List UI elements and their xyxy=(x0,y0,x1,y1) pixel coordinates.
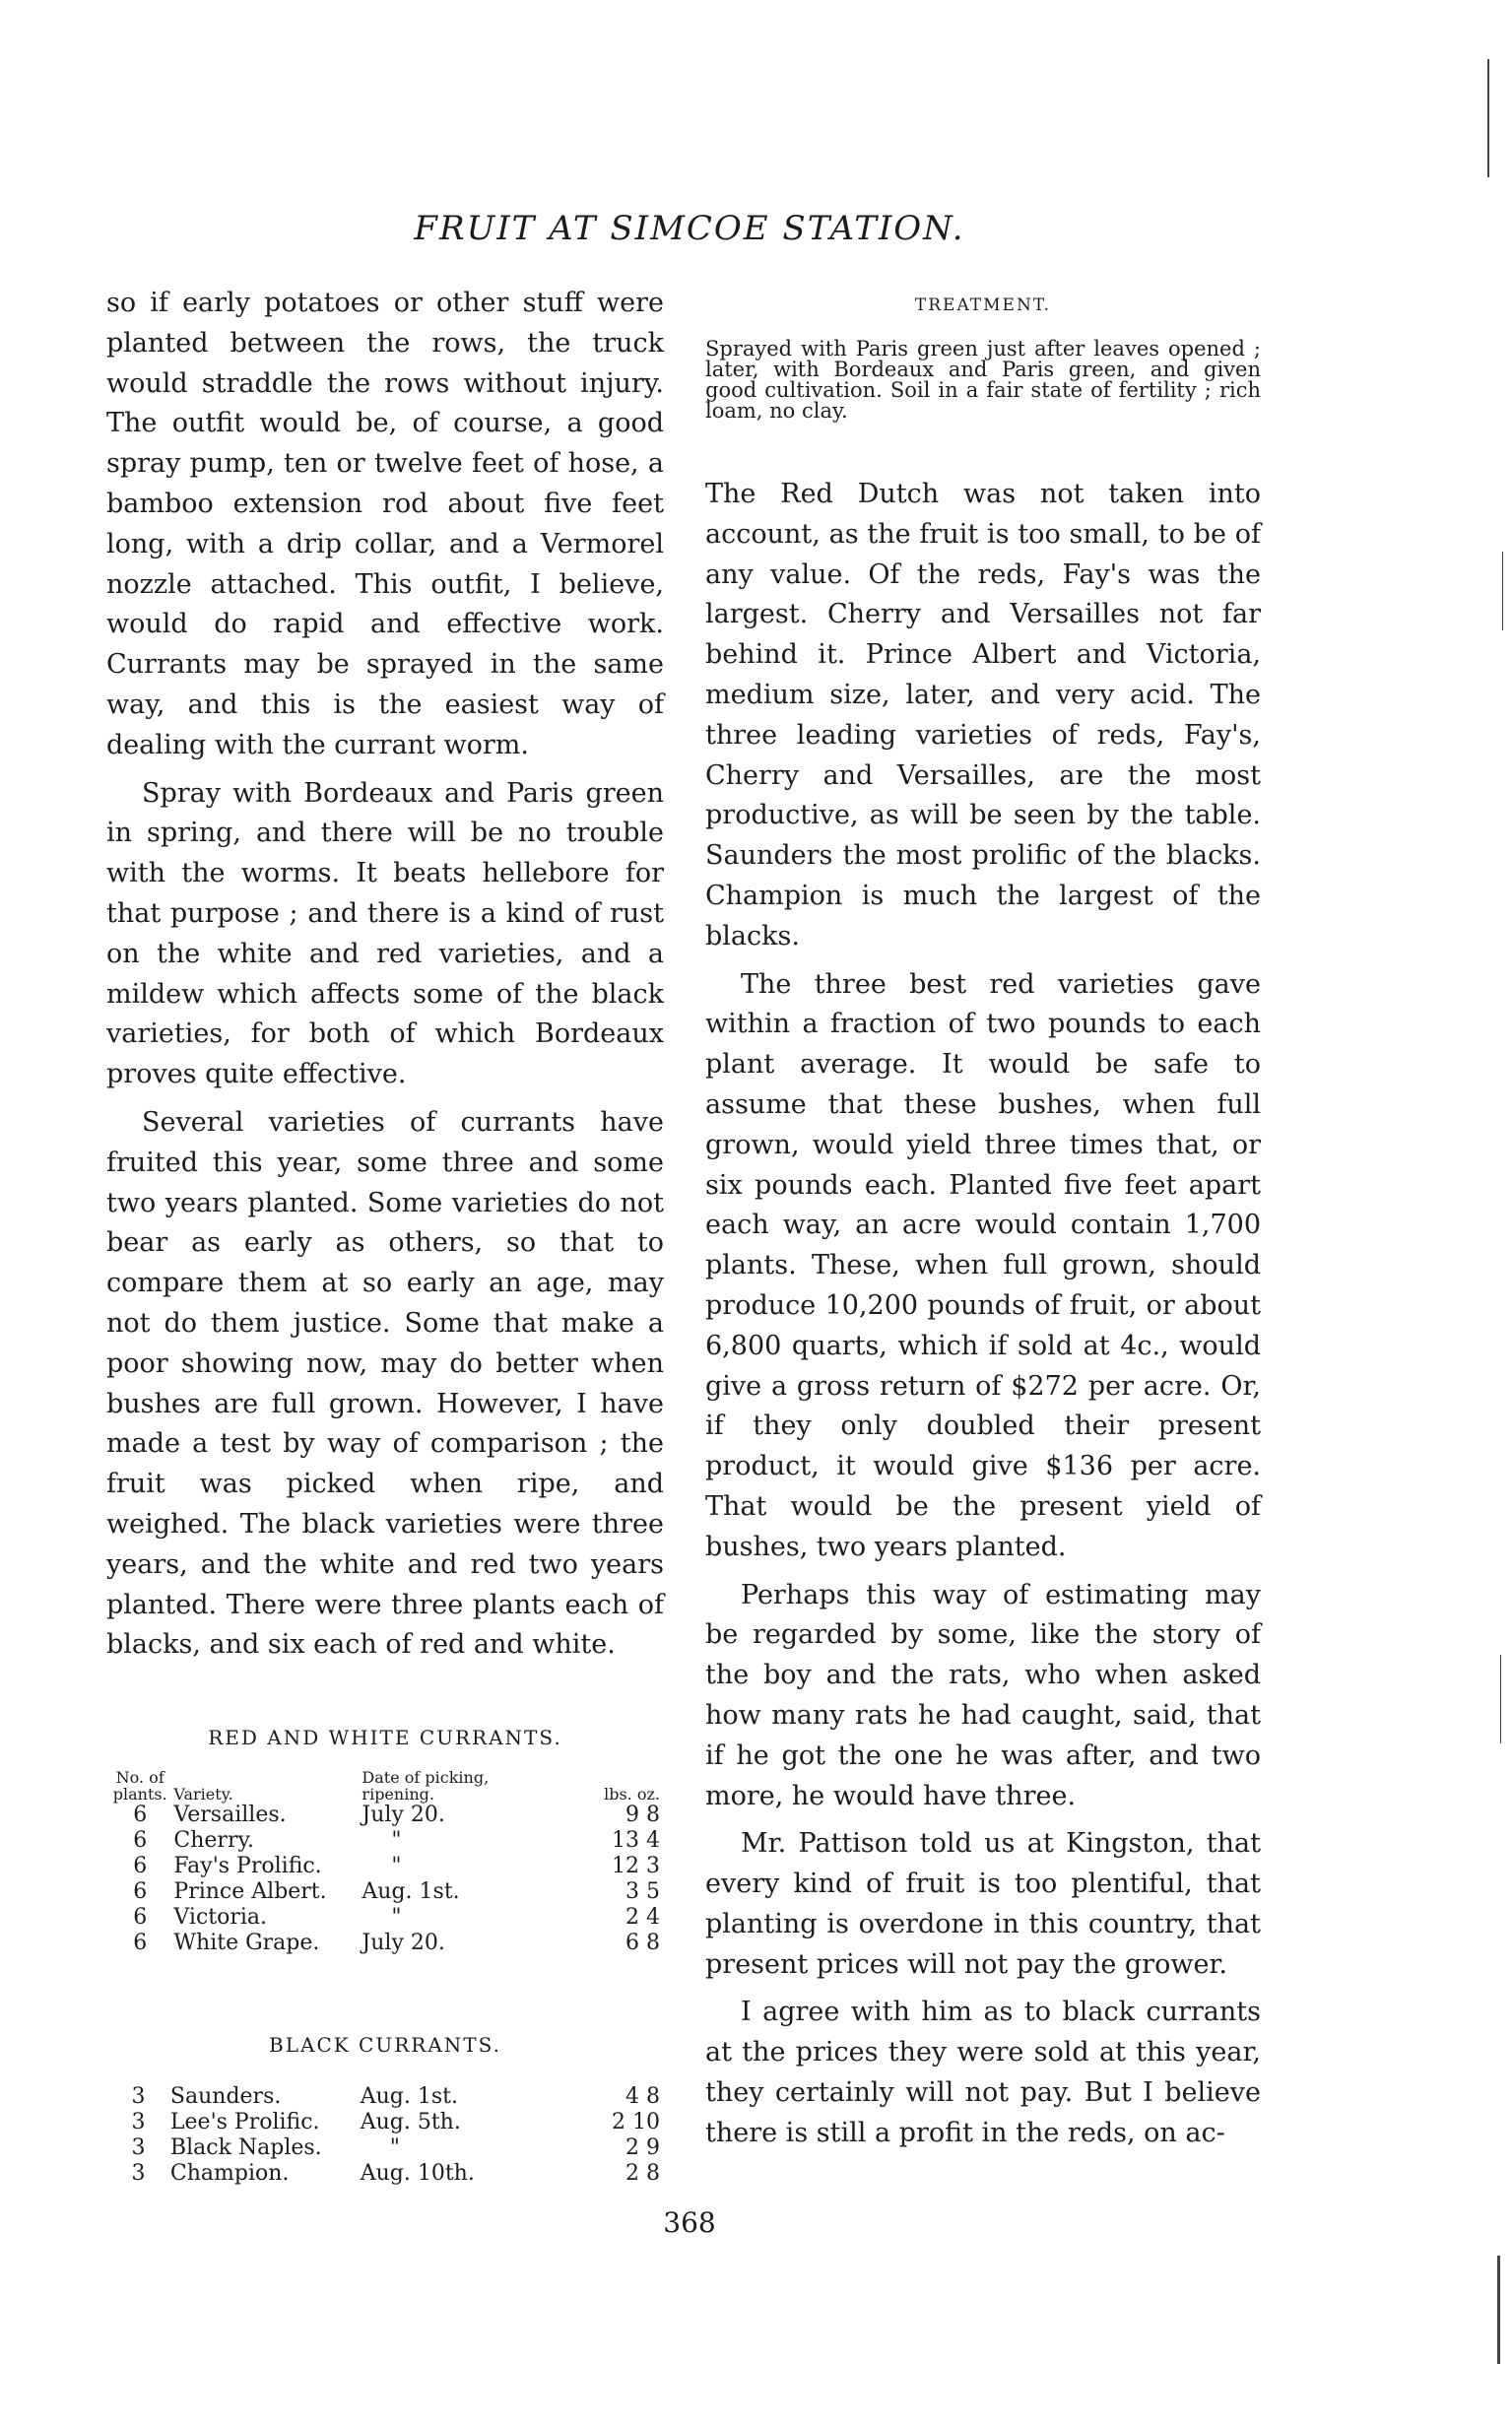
cell-weight: 4 8 xyxy=(625,2084,660,2109)
page-number: 368 xyxy=(663,2206,716,2239)
cell-variety: Fay's Prolific. xyxy=(173,1854,322,1878)
cell-plants: 6 xyxy=(133,1803,148,1827)
cell-plants: 6 xyxy=(133,1879,148,1904)
cell-date: Aug. 10th. xyxy=(360,2161,475,2186)
table-row xyxy=(106,2161,664,2187)
cell-date: " xyxy=(389,2135,400,2160)
black-table-title: BLACK CURRANTS. xyxy=(269,2033,501,2057)
cell-date: " xyxy=(391,1854,402,1878)
cell-variety: Versailles. xyxy=(173,1803,287,1827)
table-row xyxy=(106,1803,664,1828)
left-column xyxy=(106,284,664,1666)
cell-plants: 6 xyxy=(133,1931,148,1955)
cell-variety: Saunders. xyxy=(169,2084,282,2109)
cell-date: " xyxy=(391,1905,402,1930)
cell-weight: 3 5 xyxy=(625,1879,660,1904)
running-header: FRUIT AT SIMCOE STATION. xyxy=(414,209,965,248)
paragraph: Perhaps this way of estimating may be regarded by some, like the story of the boy and the rats, who when asked how many rats he had caught, said, that if he got the one he was after, and two more, he would have three. xyxy=(705,1579,1261,1811)
cell-plants: 3 xyxy=(131,2135,146,2160)
cell-weight: 2 9 xyxy=(625,2135,660,2160)
cell-variety: Champion. xyxy=(169,2161,290,2186)
cell-weight: 2 8 xyxy=(625,2161,660,2186)
cell-date: July 20. xyxy=(362,1931,445,1955)
table-header-row xyxy=(106,1769,664,1803)
treatment-heading: TREATMENT. xyxy=(914,295,1052,315)
cell-date: Aug. 5th. xyxy=(360,2110,461,2134)
cell-variety: White Grape. xyxy=(173,1931,320,1955)
cell-variety: Prince Albert. xyxy=(173,1879,327,1904)
cell-variety: Victoria. xyxy=(173,1905,268,1930)
black-currants-table xyxy=(106,2084,664,2187)
cell-variety: Black Naples. xyxy=(169,2135,322,2160)
cell-plants: 3 xyxy=(131,2110,146,2134)
column-header-weight: lbs. oz. xyxy=(604,1785,660,1804)
table-row xyxy=(106,2110,664,2135)
cell-date: Aug. 1st. xyxy=(360,2084,458,2109)
cell-weight: 2 10 xyxy=(612,2110,660,2134)
column-header-variety: Variety. xyxy=(173,1785,233,1804)
cell-weight: 9 8 xyxy=(625,1803,660,1827)
cell-date: Aug. 1st. xyxy=(362,1879,460,1904)
cell-weight: 13 4 xyxy=(612,1828,660,1853)
table-row xyxy=(106,1879,664,1905)
scan-edge-mark xyxy=(1502,552,1503,630)
paragraph: Mr. Pattison told us at Kingston, that every kind of fruit is too plentiful, that planting is overdone in this country, that present prices will not pay the grower. xyxy=(705,1828,1261,1980)
cell-date: July 20. xyxy=(362,1803,445,1827)
treatment-text: Sprayed with Paris green just after leaves opened ; later, with Bordeaux and Paris green, and given good cultivation. Soil in a fair state of fertility ; rich loam, no clay. xyxy=(705,337,1261,423)
paragraph: Spray with Bordeaux and Paris green in spring, and there will be no trouble with the worms. It beats hellebore for that purpose ; and there is a kind of rust on the white and red varieties, and a mildew which affects some of the black varieties, for both of which Bordeaux proves quite effective. xyxy=(106,777,664,1090)
scan-edge-mark xyxy=(1500,1655,1501,1743)
table-row xyxy=(106,2084,664,2110)
paragraph: Several varieties of currants have fruited this year, some three and some two years planted. Some varieties do not bear as early as others, so that to compare them at so early an age, may not do them justice. Some that make a poor showing now, may do better when bushes are full grown. However, I have made a test by way of comparison ; the fruit was picked when ripe, and weighed. The black varieties were three years, and the white and red two years planted. There were three plants each of blacks, and six each of red and white. xyxy=(106,1106,664,1661)
cell-plants: 3 xyxy=(131,2084,146,2109)
table-row xyxy=(106,1931,664,1956)
cell-variety: Cherry. xyxy=(173,1828,254,1853)
table-row xyxy=(106,1905,664,1931)
paragraph: The Red Dutch was not taken into account, as the fruit is too small, to be of any value. Of the reds, Fay's was the largest. Cherry and Versailles not far behind it. Prince Albert and Victoria, medium size, later, and very acid. The three leading varieties of reds, Fay's, Cherry and Versailles, are the most productive, as will be seen by the table. Saunders the most prolific of the blacks. Champion is much the largest of the blacks. xyxy=(705,479,1261,952)
cell-date: " xyxy=(391,1828,402,1853)
cell-plants: 6 xyxy=(133,1854,148,1878)
right-column xyxy=(705,475,1261,2154)
cell-weight: 6 8 xyxy=(625,1931,660,1955)
column-header-date: Date of picking, ripening. xyxy=(362,1768,490,1804)
cell-plants: 6 xyxy=(133,1828,148,1853)
cell-variety: Lee's Prolific. xyxy=(169,2110,320,2134)
cell-weight: 2 4 xyxy=(625,1905,660,1930)
paragraph: The three best red varieties gave within a fraction of two pounds to each plant average. It would be safe to assume that these bushes, when full grown, would yield three times that, or six pounds each. Planted five feet apart each way, an acre would contain 1,700 plants. These, when full grown, should produce 10,200 pounds of fruit, or about 6,800 quarts, which if sold at 4c., would give a gross return of $272 per acre. Or, if they only doubled their present product, it would give $136 per acre. That would be the present yield of bushes, two years planted. xyxy=(705,968,1261,1562)
paragraph: so if early potatoes or other stuff were planted between the rows, the truck would straddle the rows without injury. The outfit would be, of course, a good spray pump, ten or twelve feet of hose, a bamboo extension rod about five feet long, with a drip collar, and a Vermorel nozzle attached. This outfit, I believe, would do rapid and effective work. Currants may be sprayed in the same way, and this is the easiest way of dealing with the currant worm. xyxy=(106,288,664,760)
table-row xyxy=(106,2135,664,2161)
paragraph: I agree with him as to black currants at the prices they were sold at this year, they certainly will not pay. But I believe there is still a profit in the reds, on ac- xyxy=(705,1997,1261,2148)
scan-edge-mark xyxy=(1487,59,1489,177)
cell-plants: 3 xyxy=(131,2161,146,2186)
cell-weight: 12 3 xyxy=(612,1854,660,1878)
scan-edge-mark xyxy=(1497,2256,1500,2364)
red-white-table-title: RED AND WHITE CURRANTS. xyxy=(208,1726,562,1749)
table-row xyxy=(106,1854,664,1879)
red-white-currants-table xyxy=(106,1769,664,1956)
cell-plants: 6 xyxy=(133,1905,148,1930)
column-header-plants: No. of plants. xyxy=(112,1768,167,1804)
table-row xyxy=(106,1828,664,1854)
